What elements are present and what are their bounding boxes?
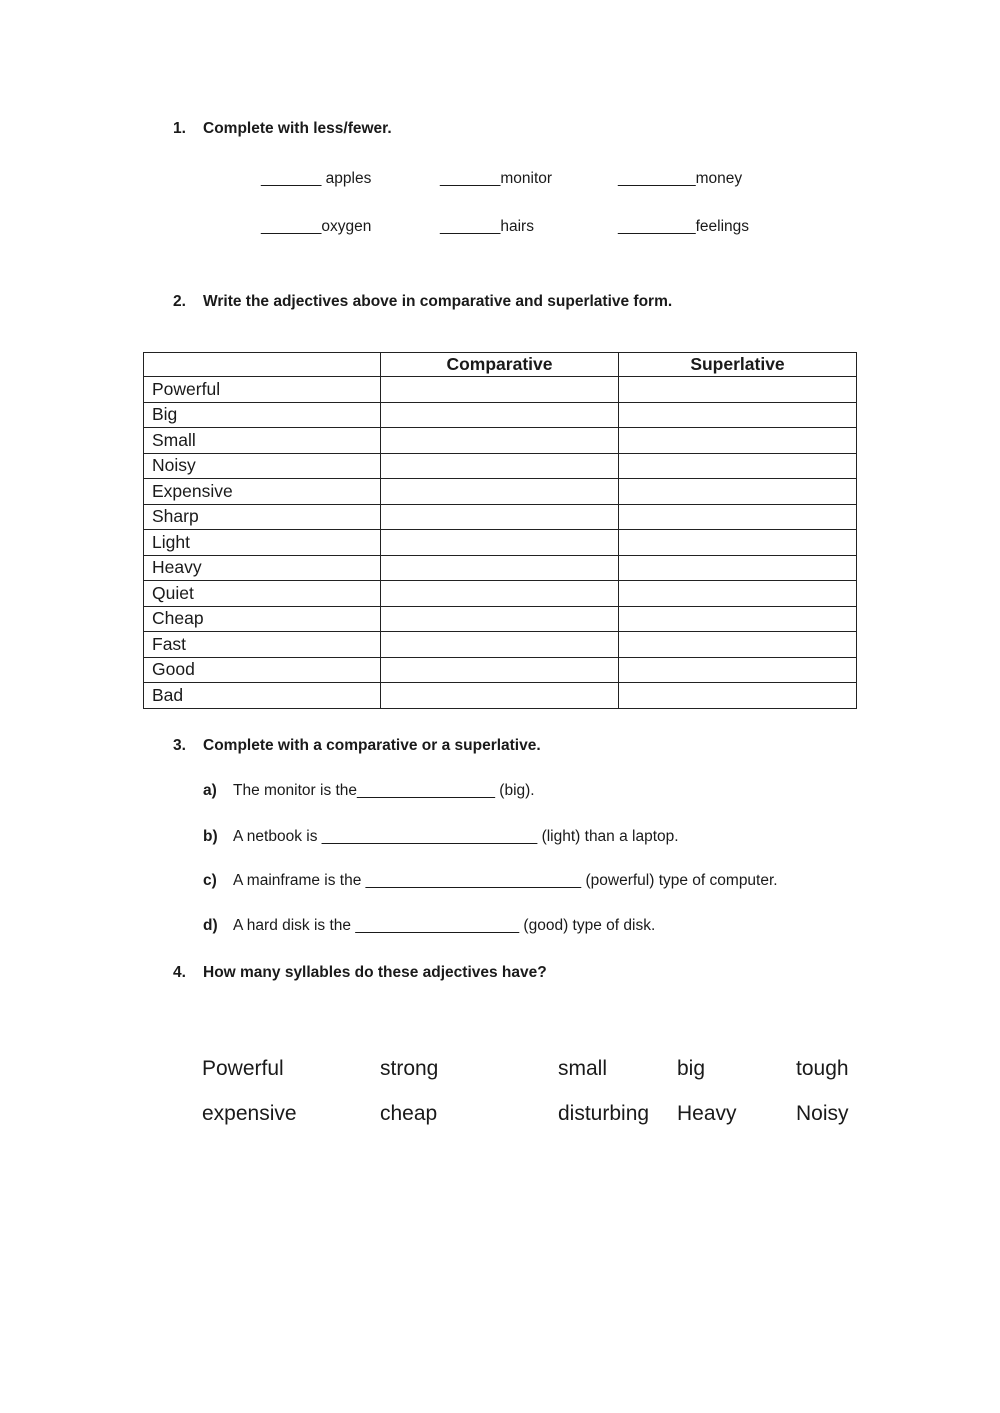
table-row bbox=[144, 504, 857, 530]
comparative-cell[interactable] bbox=[381, 632, 619, 658]
section-1-heading: Complete with less/fewer. bbox=[203, 120, 392, 137]
table-row bbox=[144, 606, 857, 632]
sentence-label: d) bbox=[203, 917, 218, 934]
word-big: big bbox=[677, 1057, 706, 1080]
word-noisy: Noisy bbox=[796, 1102, 849, 1125]
sentence-label: c) bbox=[203, 872, 217, 889]
table-header-row bbox=[144, 353, 857, 377]
comparative-cell[interactable] bbox=[381, 377, 619, 403]
table-row bbox=[144, 581, 857, 607]
sentence-b[interactable] bbox=[203, 828, 679, 846]
sentence-text: A hard disk is the ___________________ (good) type of disk. bbox=[233, 917, 656, 934]
fill-blank-money[interactable]: _________money bbox=[618, 170, 743, 187]
sentence-d[interactable] bbox=[203, 917, 655, 935]
superlative-cell[interactable] bbox=[619, 683, 857, 709]
adjective-cell: Good bbox=[144, 657, 381, 683]
superlative-cell[interactable] bbox=[619, 377, 857, 403]
comparative-cell[interactable] bbox=[381, 479, 619, 505]
section-2-heading: Write the adjectives above in comparative and superlative form. bbox=[203, 293, 673, 310]
comparative-cell[interactable] bbox=[381, 683, 619, 709]
word-disturbing: disturbing bbox=[558, 1102, 650, 1125]
section-3-title bbox=[173, 737, 541, 755]
adjectives-table bbox=[143, 352, 857, 709]
section-1-title bbox=[173, 120, 392, 138]
word-strong: strong bbox=[380, 1057, 439, 1080]
fill-blank-hairs[interactable]: _______hairs bbox=[440, 218, 534, 235]
superlative-cell[interactable] bbox=[619, 504, 857, 530]
header-comparative: Comparative bbox=[381, 353, 619, 377]
sentence-label: b) bbox=[203, 828, 218, 845]
comparative-cell[interactable] bbox=[381, 606, 619, 632]
comparative-cell[interactable] bbox=[381, 657, 619, 683]
fill-blank-monitor[interactable]: _______monitor bbox=[440, 170, 553, 187]
adjective-cell: Cheap bbox=[144, 606, 381, 632]
adjective-cell: Sharp bbox=[144, 504, 381, 530]
comparative-cell[interactable] bbox=[381, 581, 619, 607]
word-heavy: Heavy bbox=[677, 1102, 737, 1125]
word-cheap: cheap bbox=[380, 1102, 438, 1125]
section-1-number: 1. bbox=[173, 120, 186, 137]
header-adjective bbox=[144, 353, 381, 377]
section-4-title bbox=[173, 964, 547, 982]
table-row bbox=[144, 377, 857, 403]
word-small: small bbox=[558, 1057, 608, 1080]
superlative-cell[interactable] bbox=[619, 479, 857, 505]
table-row bbox=[144, 683, 857, 709]
comparative-cell[interactable] bbox=[381, 453, 619, 479]
table-row bbox=[144, 555, 857, 581]
superlative-cell[interactable] bbox=[619, 606, 857, 632]
sentence-text: A mainframe is the _________________________ (powerful) type of computer. bbox=[233, 872, 778, 889]
table-row bbox=[144, 657, 857, 683]
superlative-cell[interactable] bbox=[619, 555, 857, 581]
fill-blank-oxygen[interactable]: _______oxygen bbox=[261, 218, 372, 235]
fill-blank-feelings[interactable]: _________feelings bbox=[618, 218, 750, 235]
superlative-cell[interactable] bbox=[619, 632, 857, 658]
section-3-heading: Complete with a comparative or a superlative. bbox=[203, 737, 541, 754]
sentence-a[interactable] bbox=[203, 782, 535, 800]
table-row bbox=[144, 632, 857, 658]
superlative-cell[interactable] bbox=[619, 581, 857, 607]
adjective-cell: Fast bbox=[144, 632, 381, 658]
adjective-cell: Quiet bbox=[144, 581, 381, 607]
table-row bbox=[144, 479, 857, 505]
table-row bbox=[144, 453, 857, 479]
comparative-cell[interactable] bbox=[381, 504, 619, 530]
word-expensive: expensive bbox=[202, 1102, 297, 1125]
superlative-cell[interactable] bbox=[619, 530, 857, 556]
superlative-cell[interactable] bbox=[619, 453, 857, 479]
table-row bbox=[144, 530, 857, 556]
adjective-cell: Small bbox=[144, 428, 381, 454]
section-2-number: 2. bbox=[173, 293, 186, 310]
superlative-cell[interactable] bbox=[619, 402, 857, 428]
sentence-text: The monitor is the________________ (big). bbox=[233, 782, 535, 799]
adjective-cell: Expensive bbox=[144, 479, 381, 505]
word-powerful: Powerful bbox=[202, 1057, 284, 1080]
comparative-cell[interactable] bbox=[381, 402, 619, 428]
section-2-title bbox=[173, 293, 672, 311]
adjective-cell: Big bbox=[144, 402, 381, 428]
section-3-number: 3. bbox=[173, 737, 186, 754]
adjective-cell: Light bbox=[144, 530, 381, 556]
sentence-c[interactable] bbox=[203, 872, 778, 890]
fill-blank-apples[interactable]: _______ apples bbox=[261, 170, 372, 187]
table-row bbox=[144, 428, 857, 454]
adjective-cell: Powerful bbox=[144, 377, 381, 403]
header-superlative: Superlative bbox=[619, 353, 857, 377]
sentence-label: a) bbox=[203, 782, 217, 799]
superlative-cell[interactable] bbox=[619, 657, 857, 683]
comparative-cell[interactable] bbox=[381, 530, 619, 556]
comparative-cell[interactable] bbox=[381, 555, 619, 581]
adjective-cell: Heavy bbox=[144, 555, 381, 581]
sentence-text: A netbook is _________________________ (light) than a laptop. bbox=[233, 828, 679, 845]
section-4-heading: How many syllables do these adjectives have? bbox=[203, 964, 547, 981]
table-row bbox=[144, 402, 857, 428]
superlative-cell[interactable] bbox=[619, 428, 857, 454]
adjective-cell: Noisy bbox=[144, 453, 381, 479]
adjective-cell: Bad bbox=[144, 683, 381, 709]
comparative-cell[interactable] bbox=[381, 428, 619, 454]
section-4-number: 4. bbox=[173, 964, 186, 981]
word-tough: tough bbox=[796, 1057, 849, 1080]
